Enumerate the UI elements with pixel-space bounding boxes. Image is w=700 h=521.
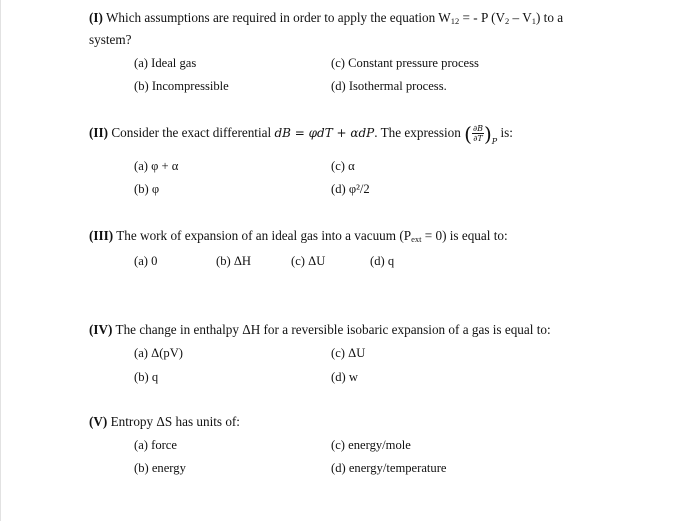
question-1-option-a: (a) Ideal gas <box>134 56 197 70</box>
question-2-text-mid: . The expression <box>374 125 465 140</box>
question-2-text-after: is: <box>497 125 513 140</box>
partial-fraction <box>472 124 484 143</box>
question-2-number: (II) <box>89 125 109 140</box>
question-1-option-b: (b) Incompressible <box>134 79 229 93</box>
question-1-line-2: system? <box>89 32 132 47</box>
question-1-sub-2: 2 <box>505 16 510 26</box>
question-2-text-before: Consider the exact differential <box>111 125 275 140</box>
question-2-option-a: (a) φ + α <box>134 159 179 173</box>
question-5-option-c: (c) energy/mole <box>331 438 411 452</box>
question-3-text-before: The work of expansion of an ideal gas into a vacuum (P <box>116 228 412 243</box>
question-1-line-1 <box>89 9 563 27</box>
question-4-option-b: (b) q <box>134 370 159 384</box>
question-1-option-d: (d) Isothermal process. <box>331 79 447 93</box>
question-3-sub-ext: ext <box>411 234 422 244</box>
question-3-option-d: (d) q <box>370 254 395 268</box>
question-5-option-a: (a) force <box>134 438 177 452</box>
question-3-option-b: (b) ΔH <box>216 254 252 268</box>
question-4-text: The change in enthalpy ΔH for a reversible isobaric expansion of a gas is equal to: <box>115 322 551 337</box>
fraction-denominator: ∂T <box>473 134 483 144</box>
question-1-sub-12: 12 <box>450 16 460 26</box>
question-2-option-b: (b) φ <box>134 182 160 196</box>
question-1-text-after: ) to a <box>535 10 564 25</box>
question-1-text-before: Which assumptions are required in order to apply the equation W <box>105 10 451 25</box>
fraction-numerator: ∂B <box>472 124 483 134</box>
question-2-equation: dB = φdT + αdP <box>274 126 375 140</box>
question-3-option-a: (a) 0 <box>134 254 158 268</box>
question-1-option-c: (c) Constant pressure process <box>331 56 479 70</box>
question-3-option-c: (c) ΔU <box>291 254 326 268</box>
fraction-subscript: P <box>491 137 498 146</box>
question-3-line <box>89 227 508 245</box>
question-4-option-d: (d) w <box>331 370 358 384</box>
question-3-number: (III) <box>89 228 114 243</box>
question-1-text-mid1: = - P (V <box>459 10 505 25</box>
question-1-sub-1: 1 <box>531 16 536 26</box>
question-5-number: (V) <box>89 414 108 429</box>
question-5-text: Entropy ΔS has units of: <box>110 414 240 429</box>
question-1-number: (I) <box>89 10 103 25</box>
left-paren: ( <box>464 121 472 146</box>
question-4-option-a: (a) Δ(pV) <box>134 346 184 360</box>
question-4-line <box>89 321 551 339</box>
question-5-option-b: (b) energy <box>134 461 186 475</box>
question-4-number: (IV) <box>89 322 113 337</box>
question-3-text-after: = 0) is equal to: <box>421 228 508 243</box>
question-1-text-mid2: – V <box>509 10 532 25</box>
question-2-option-d: (d) φ²/2 <box>331 182 370 196</box>
question-5-option-d: (d) energy/temperature <box>331 461 447 475</box>
question-5-line <box>89 413 240 431</box>
question-2-option-c: (c) α <box>331 159 355 173</box>
right-paren: ) <box>483 121 492 146</box>
question-4-option-c: (c) ΔU <box>331 346 366 360</box>
question-2-line <box>89 121 513 151</box>
